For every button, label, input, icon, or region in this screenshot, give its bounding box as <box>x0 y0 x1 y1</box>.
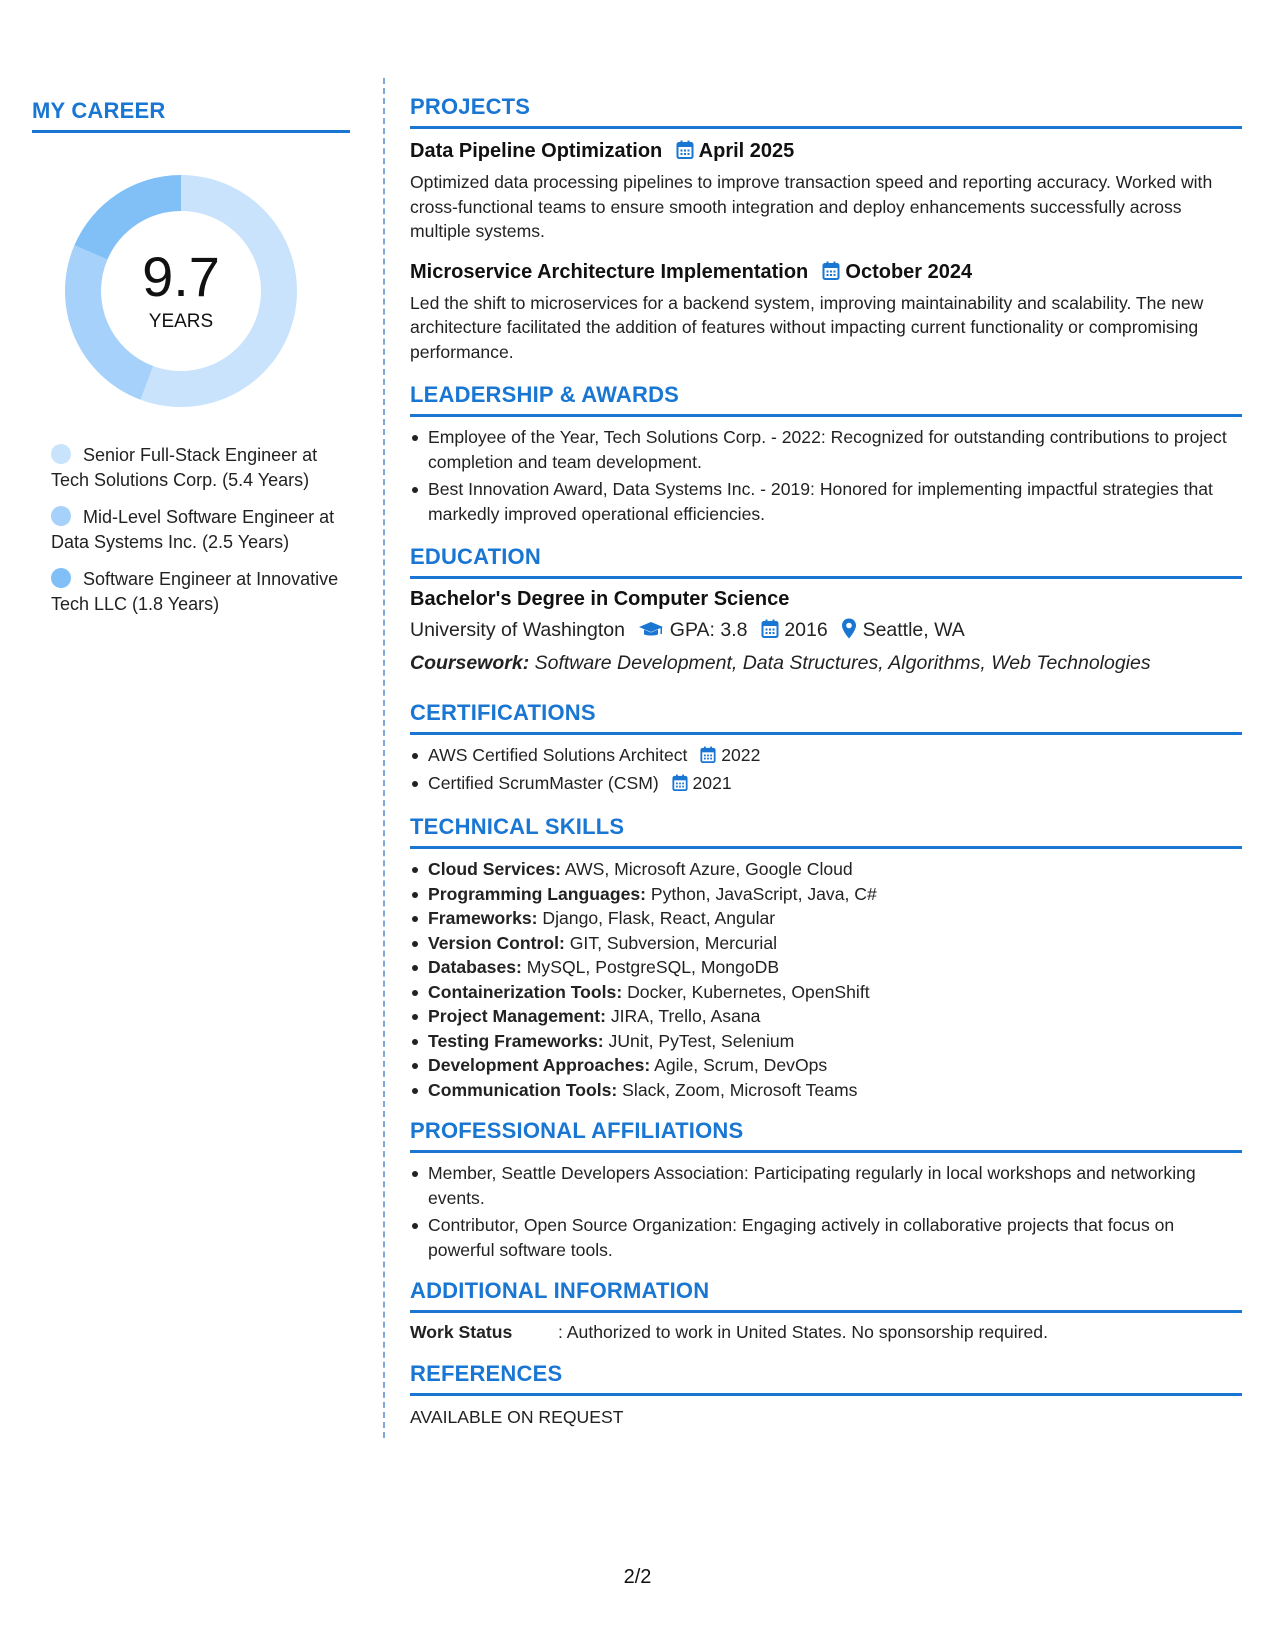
list-item <box>410 955 1242 980</box>
page-number: 2/2 <box>623 1566 652 1588</box>
references-title: REFERENCES <box>410 1361 563 1386</box>
leadership-list <box>410 425 1242 526</box>
additional-title: ADDITIONAL INFORMATION <box>410 1278 710 1303</box>
career-legend <box>32 443 350 617</box>
list-item: Contributor, Open Source Organization: Engaging actively in collaborative projects that focus on powerful software tools. <box>410 1213 1242 1262</box>
skill-values: Agile, Scrum, DevOps <box>650 1055 828 1075</box>
legend-dot <box>51 444 71 464</box>
skill-category: Communication Tools: <box>428 1079 618 1100</box>
skill-category: Databases: <box>428 957 522 977</box>
list-item <box>410 1078 1242 1103</box>
career-sidebar <box>32 96 350 629</box>
skill-category: Version Control: <box>428 932 565 953</box>
project-entry <box>410 258 1242 365</box>
list-item: Best Innovation Award, Data Systems Inc. - 2019: Honored for implementing impactful strategies that markedly improved operational efficiencies. <box>410 477 1242 526</box>
education-degree: Bachelor's Degree in Computer Science <box>410 588 790 610</box>
donut-center <box>65 175 297 407</box>
career-donut-chart <box>65 175 297 407</box>
list-item <box>410 1004 1242 1029</box>
affiliations-title: PROFESSIONAL AFFILIATIONS <box>410 1118 744 1143</box>
main-content <box>410 92 1242 1430</box>
certification-year: 2022 <box>721 745 761 765</box>
legend-label: Software Engineer at Innovative Tech LLC (1.8 Years) <box>51 569 339 614</box>
work-status-value: : Authorized to work in United States. No sponsorship required. <box>558 1322 1048 1342</box>
education-title: EDUCATION <box>410 544 541 569</box>
skill-category: Containerization Tools: <box>428 981 623 1002</box>
legend-item <box>51 443 350 493</box>
education-coursework <box>410 648 1242 678</box>
list-item <box>410 931 1242 956</box>
project-description: Optimized data processing pipelines to improve transaction speed and reporting accuracy. Worked with cross-functional teams to ensure smooth integration and deploy enhancements successfully across multiple systems. <box>410 172 1213 241</box>
skill-values: JUnit, PyTest, Selenium <box>603 1030 795 1051</box>
work-status-label: Work Status <box>410 1322 513 1342</box>
education-location: Seattle, WA <box>862 619 965 641</box>
skill-values: Docker, Kubernetes, OpenShift <box>622 981 870 1002</box>
graduation-cap-icon <box>638 618 664 648</box>
project-date: October 2024 <box>845 260 973 283</box>
project-description: Led the shift to microservices for a backend system, improving maintainability and scalability. The new architecture facilitated the addition of features without impacting current functionality or compromising performance. <box>410 292 1204 362</box>
list-item <box>410 906 1242 931</box>
work-status-row <box>410 1319 1242 1345</box>
skill-category: Frameworks: <box>428 908 538 928</box>
skills-title: TECHNICAL SKILLS <box>410 814 625 839</box>
skills-rule <box>410 846 1242 849</box>
skill-values: GIT, Subversion, Mercurial <box>564 932 778 953</box>
certification-name: Certified ScrumMaster (CSM) <box>428 772 659 793</box>
list-item: Employee of the Year, Tech Solutions Corp. - 2022: Recognized for outstanding contributions to project completion and team development. <box>410 425 1242 474</box>
projects-title: PROJECTS <box>410 94 531 119</box>
location-pin-icon <box>841 618 857 648</box>
skill-values: MySQL, PostgreSQL, MongoDB <box>521 957 780 977</box>
affiliations-list <box>410 1161 1242 1262</box>
education-year: 2016 <box>784 619 828 641</box>
references-rule <box>410 1393 1242 1396</box>
legend-label: Mid-Level Software Engineer at Data Systems Inc. (2.5 Years) <box>51 507 335 552</box>
legend-item <box>51 505 350 555</box>
coursework-list: Software Development, Data Structures, Algorithms, Web Technologies <box>529 652 1151 674</box>
coursework-label: Coursework: <box>410 652 530 674</box>
list-item <box>410 980 1242 1005</box>
list-item <box>410 1029 1242 1054</box>
skill-values: Python, JavaScript, Java, C# <box>646 883 877 904</box>
career-title-rule <box>32 130 350 133</box>
references-text: AVAILABLE ON REQUEST <box>410 1407 624 1427</box>
column-divider <box>383 78 385 1438</box>
skill-values: JIRA, Trello, Asana <box>605 1006 761 1026</box>
skill-values: Django, Flask, React, Angular <box>537 908 776 928</box>
career-total-unit: YEARS <box>148 311 214 332</box>
list-item <box>410 1053 1242 1078</box>
project-date: April 2025 <box>698 140 795 162</box>
calendar-icon <box>822 261 840 289</box>
projects-rule <box>410 126 1242 129</box>
leadership-rule <box>410 414 1242 417</box>
affiliations-rule <box>410 1150 1242 1153</box>
certifications-rule <box>410 732 1242 735</box>
leadership-title: LEADERSHIP & AWARDS <box>410 382 680 407</box>
skill-values: AWS, Microsoft Azure, Google Cloud <box>560 859 853 879</box>
project-entry <box>410 137 1242 244</box>
skills-list <box>410 857 1242 1102</box>
project-name: Data Pipeline Optimization <box>410 140 663 162</box>
certification-year: 2021 <box>692 772 732 793</box>
education-meta <box>410 615 1242 648</box>
additional-rule <box>410 1310 1242 1313</box>
list-item: Member, Seattle Developers Association: Participating regularly in local workshops and networking events. <box>410 1161 1242 1210</box>
legend-item <box>51 567 350 617</box>
legend-dot <box>51 568 71 588</box>
skill-values: Slack, Zoom, Microsoft Teams <box>617 1079 858 1100</box>
skill-category: Project Management: <box>428 1006 606 1026</box>
list-item <box>410 743 1242 771</box>
calendar-icon <box>761 618 779 648</box>
legend-label: Senior Full-Stack Engineer at Tech Solutions Corp. (5.4 Years) <box>51 445 318 490</box>
list-item <box>410 882 1242 907</box>
calendar-icon <box>700 746 716 771</box>
calendar-icon <box>676 140 694 168</box>
skill-category: Cloud Services: <box>428 859 561 879</box>
list-item <box>410 857 1242 882</box>
skill-category: Programming Languages: <box>428 883 646 904</box>
certification-name: AWS Certified Solutions Architect <box>428 745 688 765</box>
career-title: MY CAREER <box>32 98 166 123</box>
skill-category: Development Approaches: <box>428 1055 651 1075</box>
calendar-icon <box>672 774 688 799</box>
skill-category: Testing Frameworks: <box>428 1030 604 1051</box>
certifications-title: CERTIFICATIONS <box>410 700 596 725</box>
list-item <box>410 771 1242 799</box>
career-total-years: 9.7 <box>142 245 220 308</box>
legend-dot <box>51 506 71 526</box>
education-rule <box>410 576 1242 579</box>
certifications-list <box>410 743 1242 798</box>
project-name: Microservice Architecture Implementation <box>410 260 809 283</box>
education-school: University of Washington <box>410 619 625 641</box>
education-gpa: GPA: 3.8 <box>669 619 748 641</box>
